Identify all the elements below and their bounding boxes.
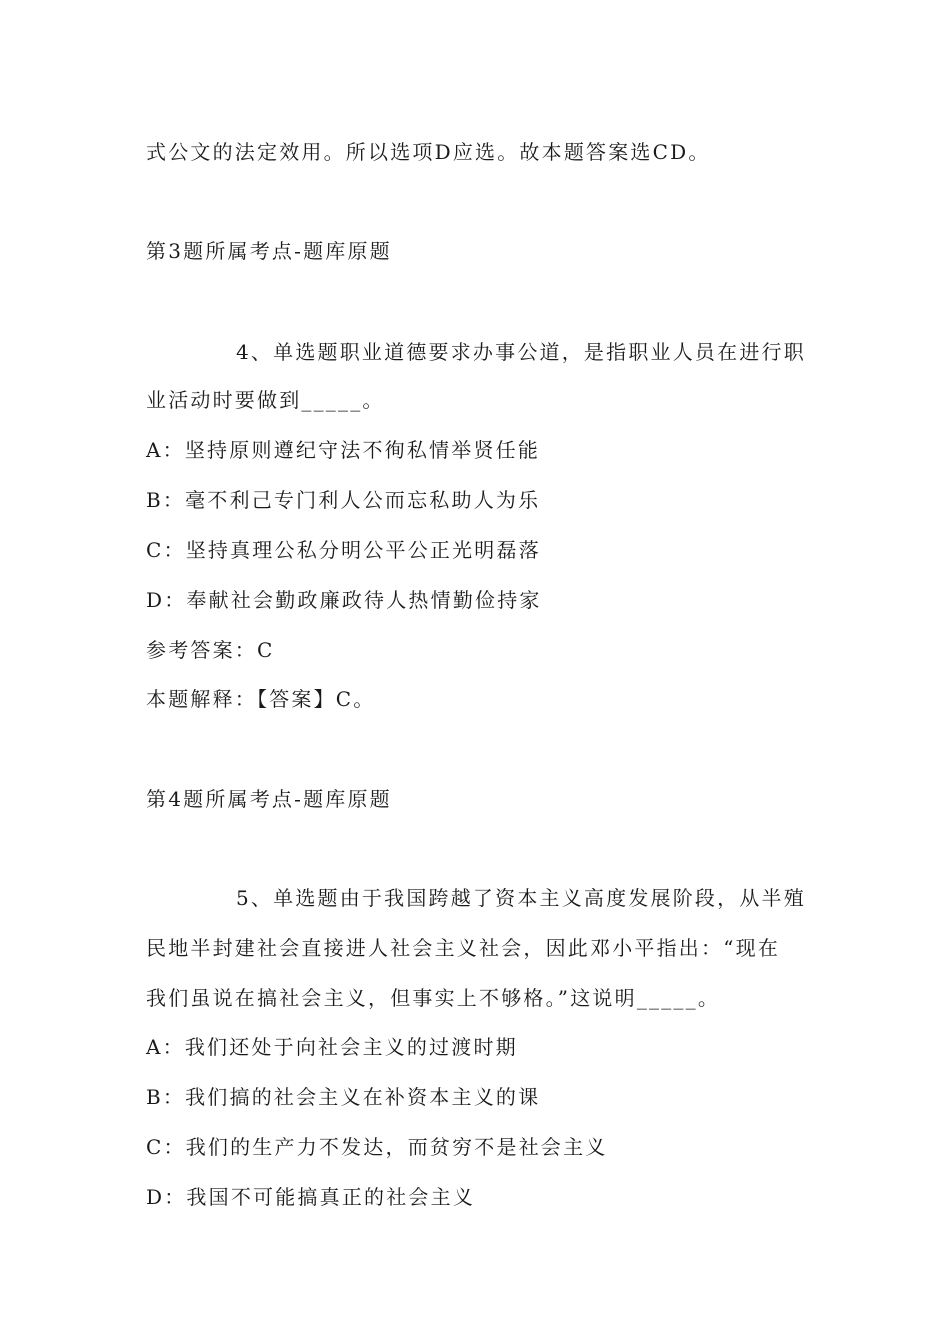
q5-stem-line-1: 5、单选题由于我国跨越了资本主义高度发展阶段，从半殖 <box>236 886 806 910</box>
q4-option-a: A：坚持原则遵纪守法不徇私情举贤任能 <box>146 438 541 462</box>
q5-stem-line-3: 我们虽说在搞社会主义，但事实上不够格。”这说明_____。 <box>146 986 721 1010</box>
q4-option-c: C：坚持真理公私分明公平公正光明磊落 <box>146 538 541 562</box>
q5-option-c: C：我们的生产力不发达，而贫穷不是社会主义 <box>146 1135 608 1159</box>
q5-stem-line-2: 民地半封建社会直接进人社会主义社会，因此邓小平指出：“现在 <box>146 936 781 960</box>
q4-stem-line-1: 4、单选题职业道德要求办事公道，是指职业人员在进行职 <box>236 340 806 364</box>
previous-explanation-tail: 式公文的法定效用。所以选项D应选。故本题答案选CD。 <box>146 140 711 164</box>
q4-reference-answer: 参考答案：C <box>146 638 275 662</box>
q5-option-b: B：我们搞的社会主义在补资本主义的课 <box>146 1085 541 1109</box>
q4-option-b: B：毫不利己专门利人公而忘私助人为乐 <box>146 488 541 512</box>
q3-source-note: 第3题所属考点-题库原题 <box>146 239 392 263</box>
q4-stem-line-2: 业活动时要做到_____。 <box>146 388 385 412</box>
q4-option-d: D：奉献社会勤政廉政待人热情勤俭持家 <box>146 588 542 612</box>
q5-option-a: A：我们还处于向社会主义的过渡时期 <box>146 1035 518 1059</box>
q4-source-note: 第4题所属考点-题库原题 <box>146 787 392 811</box>
q4-explanation: 本题解释：【答案】C。 <box>146 687 376 711</box>
q5-option-d: D：我国不可能搞真正的社会主义 <box>146 1185 476 1209</box>
